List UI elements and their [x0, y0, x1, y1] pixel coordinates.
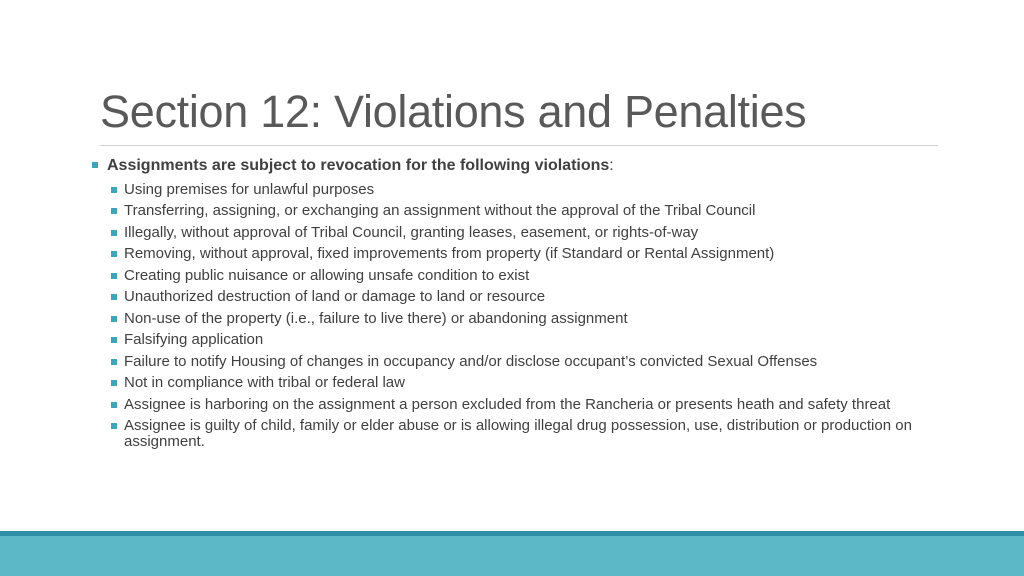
square-bullet-icon [111, 251, 117, 257]
list-item-text: Illegally, without approval of Tribal Council, granting leases, easement, or rights-of-way [124, 223, 699, 241]
list-item [92, 203, 932, 219]
list-item [92, 289, 932, 305]
square-bullet-icon [92, 162, 98, 168]
list-item [92, 397, 932, 413]
list-item [92, 332, 932, 348]
list-item-text: Assignee is harboring on the assignment a person excluded from the Rancheria or presents heath and safety threat [124, 395, 891, 413]
square-bullet-icon [111, 294, 117, 300]
square-bullet-icon [111, 359, 117, 365]
list-item [92, 311, 932, 327]
square-bullet-icon [111, 380, 117, 386]
list-item-text: Not in compliance with tribal or federal law [124, 374, 405, 391]
list-item [92, 354, 932, 370]
list-item-text: Creating public nuisance or allowing unsafe condition to exist [124, 266, 530, 284]
square-bullet-icon [111, 316, 117, 322]
main-bullet-suffix: : [609, 157, 614, 174]
list-item-text: Assignee is guilty of child, family or elder abuse or is allowing illegal drug possession, use, distribution or production on assignment. [124, 417, 912, 450]
square-bullet-icon [111, 402, 117, 408]
square-bullet-icon [111, 187, 117, 193]
list-item [92, 246, 932, 262]
main-bullet-text: Assignments are subject to revocation for the following violations [107, 157, 610, 174]
list-item-text: Using premises for unlawful purposes [124, 180, 375, 198]
footer-band [0, 536, 1024, 576]
list-item-text: Transferring, assigning, or exchanging an assignment without the approval of the Tribal Council [124, 202, 756, 219]
list-item [92, 418, 932, 450]
slide-title: Section 12: Violations and Penalties [100, 86, 807, 137]
list-item-text: Non-use of the property (i.e., failure to live there) or abandoning assignment [124, 309, 628, 327]
list-item-text: Removing, without approval, fixed improvements from property (if Standard or Rental Assignment) [124, 245, 775, 262]
slide-content [92, 156, 932, 450]
list-item [92, 375, 932, 391]
square-bullet-icon [111, 230, 117, 236]
square-bullet-icon [111, 423, 117, 429]
violations-list [92, 182, 932, 451]
list-item [92, 225, 932, 241]
main-bullet [92, 156, 932, 176]
square-bullet-icon [111, 208, 117, 214]
square-bullet-icon [111, 273, 117, 279]
list-item-text: Falsifying application [124, 331, 264, 348]
list-item [92, 268, 932, 284]
list-item-text: Failure to notify Housing of changes in occupancy and/or disclose occupant’s convicted Sexual Offenses [124, 352, 818, 370]
list-item [92, 182, 932, 198]
title-divider [100, 145, 938, 146]
list-item-text: Unauthorized destruction of land or damage to land or resource [124, 288, 546, 305]
square-bullet-icon [111, 337, 117, 343]
